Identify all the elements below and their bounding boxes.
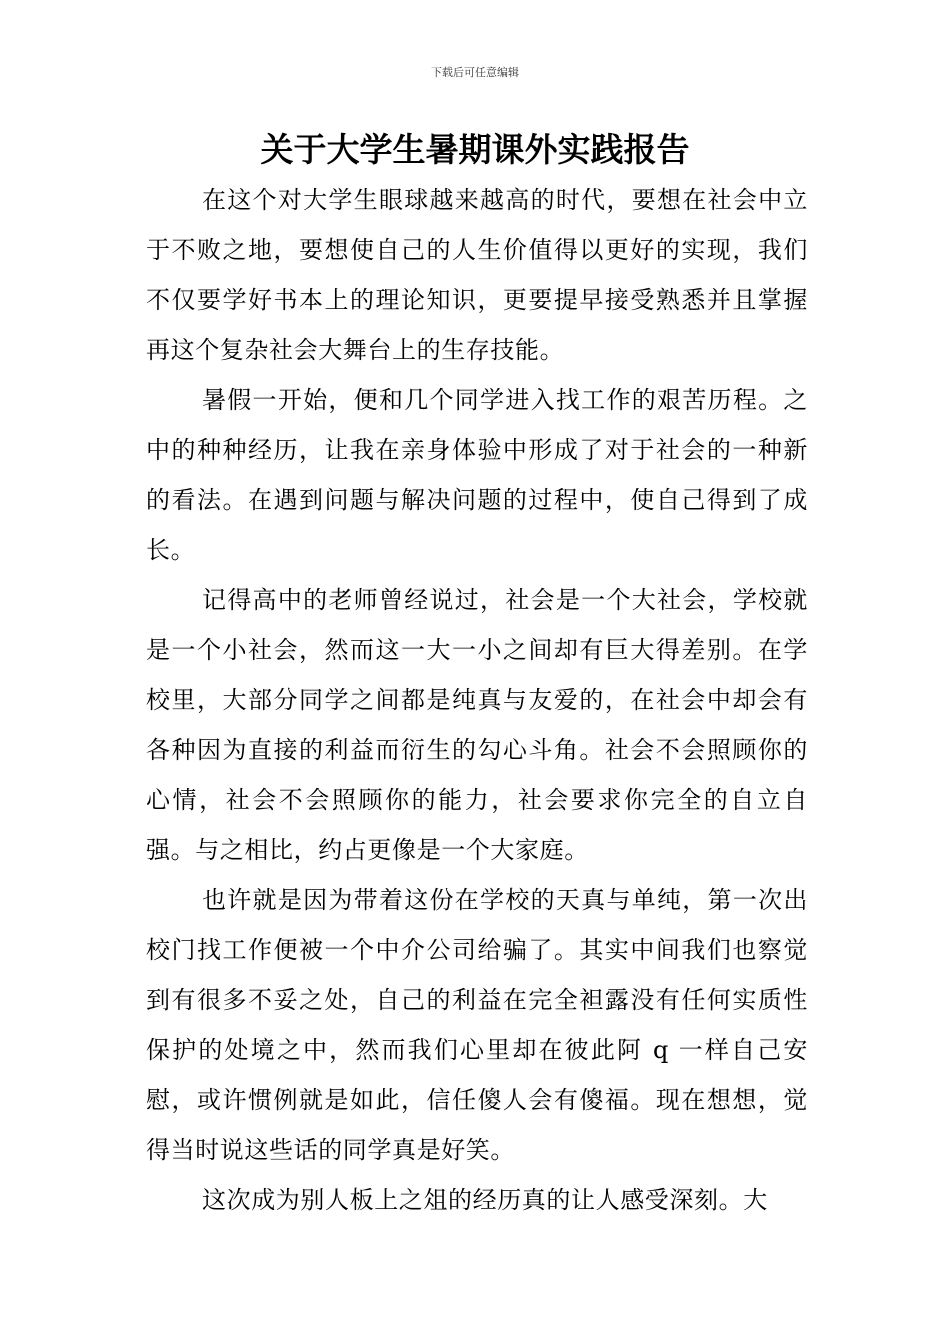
header-note: 下载后可任意编辑	[431, 66, 519, 79]
page-title: 关于大学生暑期课外实践报告	[260, 130, 690, 169]
paragraph-5: 这次成为别人板上之俎的经历真的让人感受深刻。大	[202, 1186, 768, 1214]
paragraph-4: 也许就是因为带着这份在学校的天真与单纯，第一次出校门找工作便被一个中介公司给骗了。其实中间我们也察觉到有很多不妥之处，自己的利益在完全袒露没有任何实质性保护的处境之中，然而我们心里却在彼此阿 q 一样自己安慰，或许惯例就是如此，信任傻人会有傻福。现在想想，觉得当时说这些话的同学真是好笑。	[146, 886, 808, 1164]
paragraph-3: 记得高中的老师曾经说过，社会是一个大社会，学校就是一个小社会，然而这一大一小之间却有巨大得差别。在学校里，大部分同学之间都是纯真与友爱的，在社会中却会有各种因为直接的利益而衍生的勾心斗角。社会不会照顾你的心情，社会不会照顾你的能力，社会要求你完全的自立自强。与之相比，约占更像是一个大家庭。	[146, 586, 808, 864]
paragraph-1: 在这个对大学生眼球越来越高的时代，要想在社会中立于不败之地，要想使自己的人生价值得以更好的实现，我们不仅要学好书本上的理论知识，更要提早接受熟悉并且掌握再这个复杂社会大舞台上的生存技能。	[146, 186, 808, 364]
paragraph-2: 暑假一开始，便和几个同学进入找工作的艰苦历程。之中的种种经历，让我在亲身体验中形成了对于社会的一种新的看法。在遇到问题与解决问题的过程中，使自己得到了成长。	[146, 386, 808, 564]
body-text	[146, 175, 808, 1225]
